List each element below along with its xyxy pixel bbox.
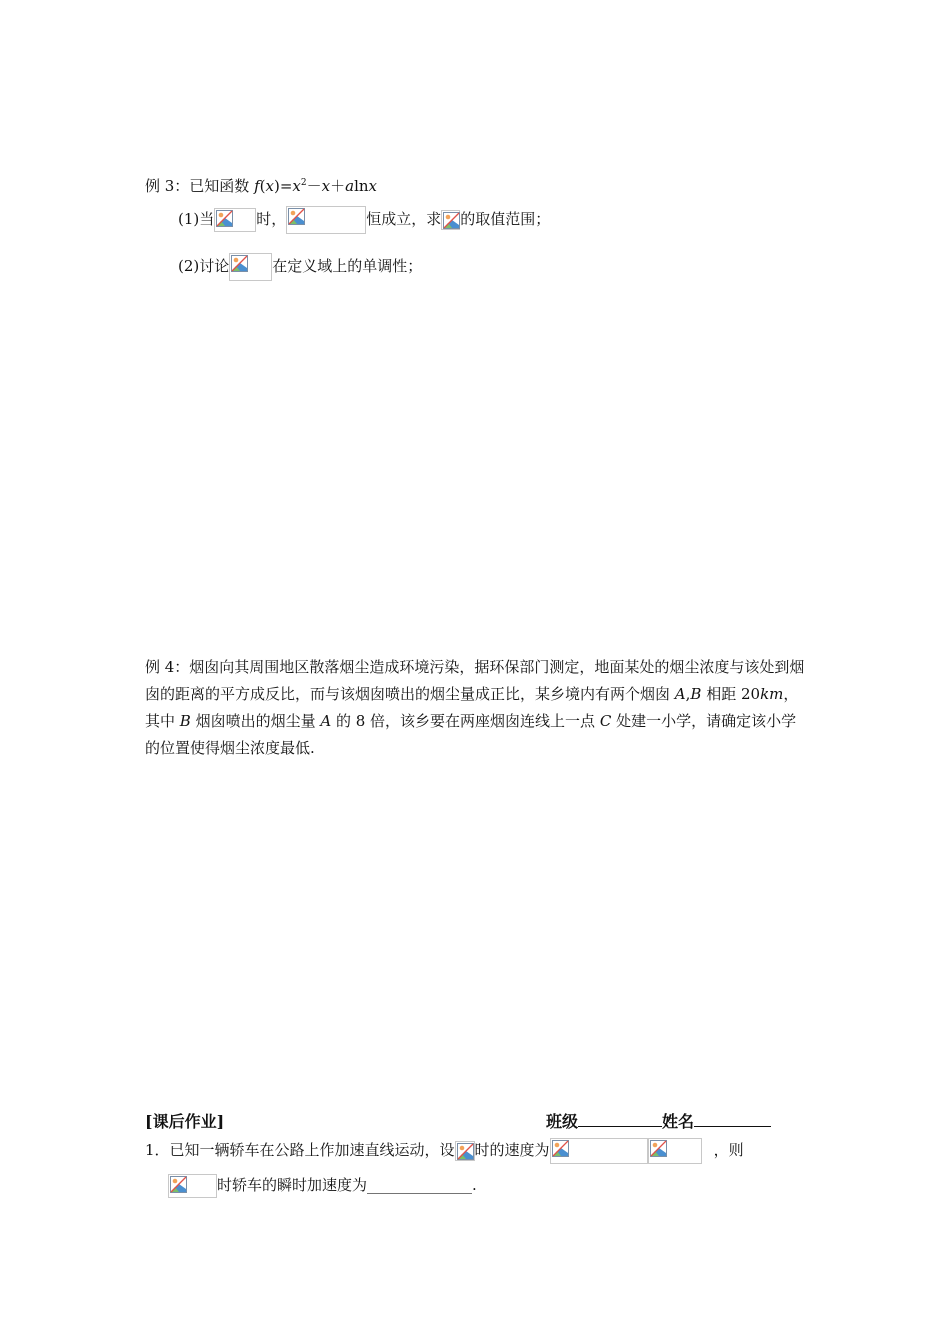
homework-heading: [课后作业] (145, 1112, 225, 1131)
formula-image-placeholder (441, 210, 460, 230)
broken-image-icon (288, 208, 305, 225)
homework-question-1-line-1: 1．已知一辆轿车在公路上作加速直线运动，设 时的速度为 ，则 (145, 1138, 744, 1164)
broken-image-icon (231, 255, 248, 272)
broken-image-icon (650, 1140, 667, 1157)
formula-image-placeholder (168, 1174, 217, 1198)
formula-image-placeholder (229, 253, 272, 281)
formula-image-placeholder (455, 1141, 475, 1161)
broken-image-icon (443, 212, 460, 229)
example-4-text: 例 4：烟囱向其周围地区散落烟尘造成环境污染，据环保部门测定，地面某处的烟尘浓度与该处到烟囱的距离的平方成反比，而与该烟囱喷出的烟尘量成正比，某乡境内有两个烟囱 A,B 相距 20km，其中 B 烟囱喷出的烟尘量 A 的 8 倍，该乡要在两座烟囱连线上一点 C 处建一小学，请确定该小学的位置使得烟尘浓度最低. (145, 658, 805, 757)
name-blank[interactable] (694, 1112, 771, 1127)
formula-image-placeholder (550, 1138, 648, 1164)
example-3-title: 例 3：已知函数 $f(x)=x^2-x+alnx$ (145, 177, 378, 195)
broken-image-icon (552, 1140, 569, 1157)
class-blank[interactable] (578, 1112, 662, 1127)
answer-blank[interactable]: ______________ (367, 1176, 473, 1194)
broken-image-icon (457, 1143, 474, 1160)
example-3-part-1: (1)当 时， 恒成立，求 的取值范围； (178, 206, 550, 234)
homework-question-1-line-2: 时轿车的瞬时加速度为______________. (168, 1174, 477, 1198)
formula-image-placeholder (214, 208, 256, 232)
formula-image-placeholder (286, 206, 366, 234)
broken-image-icon (216, 210, 233, 227)
class-name-fields: 班级 姓名 (546, 1111, 771, 1133)
broken-image-icon (170, 1176, 187, 1193)
formula-image-placeholder (648, 1138, 702, 1164)
example-3-part-2: (2)讨论 在定义域上的单调性； (178, 253, 422, 281)
